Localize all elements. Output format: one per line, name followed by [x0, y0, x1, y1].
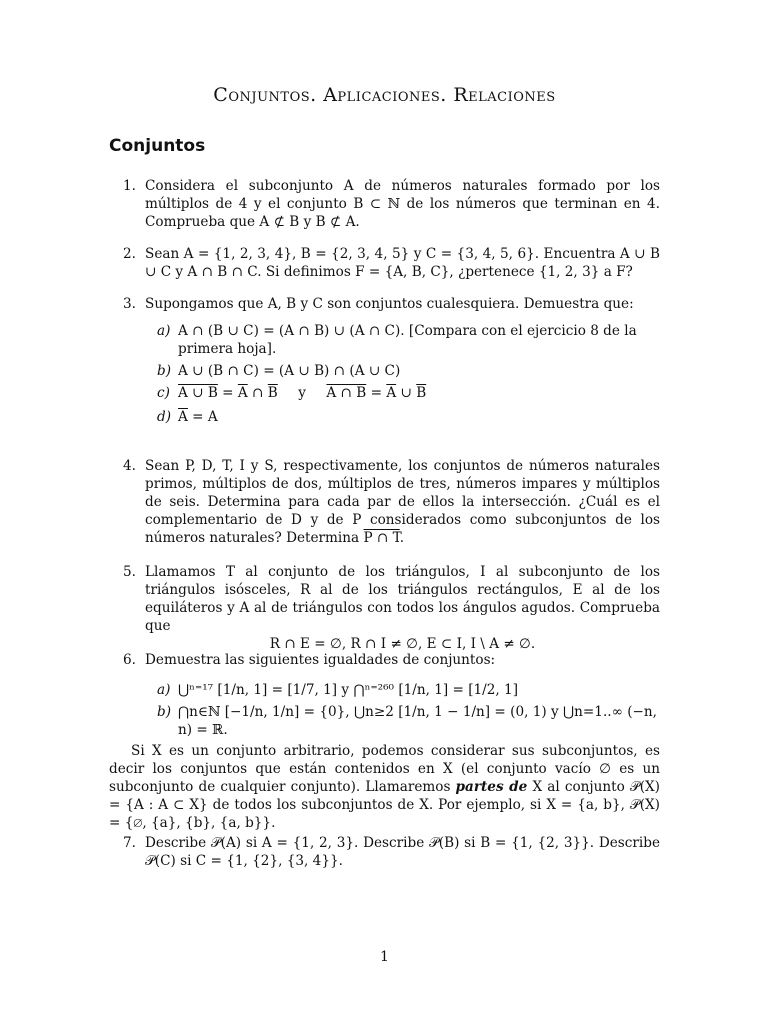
complement-a: A: [178, 409, 188, 425]
period: .: [399, 530, 405, 546]
subitem-b: [145, 703, 660, 739]
exercise-text: Considera el subconjunto A de números naturales formado por los múltiplos de 4 y el conjunto B ⊂ ℕ de los números que terminan en 4. Comprueba que A ⊄ B y B ⊄ A.: [145, 178, 660, 230]
exercise-text: Llamamos T al conjunto de los triángulos, I al subconjunto de los triángulos isósceles, R al de los triángulos rectángulos, E al de los equiláteros y A al de triángulos con todos los ángulos agudos. Comprueba que: [145, 564, 660, 634]
subitem-a: [145, 322, 660, 358]
subitem-label: d): [157, 409, 172, 425]
exercise-formula: R ∩ E = ∅, R ∩ I ≠ ∅, E ⊂ I, I \ A ≠ ∅.: [269, 636, 536, 652]
exercise-text: Supongamos que A, B y C son conjuntos cualesquiera. Demuestra que:: [145, 296, 634, 312]
exercise-text: Demuestra las siguientes igualdades de conjuntos:: [145, 652, 496, 668]
equals: =: [217, 385, 238, 401]
subitem-text: [178, 384, 660, 402]
exercise-6: [109, 651, 660, 739]
subitem-d: [145, 408, 660, 426]
subitem-label: b): [157, 704, 172, 720]
exercise-text: [145, 457, 660, 547]
paragraph-text: Si X es un conjunto arbitrario, podemos considerar sus subconjuntos, es decir los conjuntos que están contenidos en X (el conjunto vacío ∅ es un subconjunto de cualquier conjunto). Llamaremos: [109, 743, 660, 795]
subitem-label: c): [157, 385, 170, 401]
exercise-number: 6.: [123, 652, 136, 668]
complement-b: $\overline{B}$: [267, 385, 278, 401]
subitem-text: ⋂n∈ℕ [−1/n, 1/n] = {0}, ⋃n≥2 [1/n, 1 − 1/n] = (0, 1) y ⋃n=1..∞ (−n, n) = ℝ.: [178, 704, 658, 738]
page-number: 1: [380, 949, 389, 965]
definition-paragraph: [109, 742, 660, 832]
complement-a: $\overline{A}$: [386, 385, 397, 401]
exercise-1: [109, 177, 660, 231]
exercise-body: Sean P, D, T, I y S, respectivamente, los conjuntos de números naturales primos, múltiplos de dos, múltiplos de tres, números impares y múltiplos de seis. Determina para cada par de ellos la intersección. ¿Cuál es el complementario de D y de P considerados como subconjuntos de los números naturales? Determina: [145, 458, 660, 546]
subitem-text: A ∩ (B ∪ C) = (A ∩ B) ∪ (A ∩ C). [Compara con el ejercicio 8 de la primera hoja].: [178, 323, 637, 357]
exercise-7: [109, 834, 660, 870]
paragraph-text: X al conjunto 𝒫(X) = {A : A ⊂ X} de todos los subconjuntos de X. Por ejemplo, si X = {a, b}, 𝒫(X) = {∅, {a}, {b}, {a, b}}.: [109, 779, 660, 831]
operator: ∩: [247, 385, 268, 401]
subitem-text: ⋃ⁿ⁼¹⁷ [1/n, 1] = [1/7, 1] y ⋂ⁿ⁼²⁶⁰ [1/n, 1] = [1/2, 1]: [178, 682, 519, 698]
complement-b: $\overline{B}$: [416, 385, 427, 401]
emphasized-term: partes de: [455, 779, 528, 795]
exercise-text: Sean A = {1, 2, 3, 4}, B = {2, 3, 4, 5} y C = {3, 4, 5, 6}. Encuentra A ∪ B ∪ C y A ∩ B ∩ C. Si definimos F = {A, B, C}, ¿pertenece {1, 2, 3} a F?: [145, 246, 660, 280]
subitem-label: a): [157, 682, 171, 698]
exercise-number: 1.: [123, 178, 136, 194]
document-title: Conjuntos. Aplicaciones. Relaciones: [213, 84, 556, 106]
complement-a: $\overline{A}$: [237, 385, 248, 401]
operator: ∪: [396, 385, 417, 401]
exercise-number: 2.: [123, 246, 136, 262]
subitem-c: [145, 384, 660, 402]
exercise-number: 4.: [123, 458, 136, 474]
complement-union: A ∪ B: [178, 385, 218, 401]
subitem-label: b): [157, 363, 172, 379]
subitem-b: [145, 362, 660, 380]
subitem-label: a): [157, 323, 171, 339]
exercise-text: Describe 𝒫(A) si A = {1, 2, 3}. Describe 𝒫(B) si B = {1, {2, 3}}. Describe 𝒫(C) si C = {1, {2}, {3, 4}}.: [145, 835, 660, 869]
conjunction: y: [298, 385, 306, 401]
complement-intersection: A ∩ B: [326, 385, 367, 401]
exercise-2: [109, 245, 660, 281]
equals: =: [366, 385, 387, 401]
exercise-5: [109, 563, 660, 653]
complement-expression: P ∩ T: [363, 530, 400, 546]
section-heading: Conjuntos: [109, 136, 206, 156]
subitem-text: A ∪ (B ∩ C) = (A ∪ B) ∩ (A ∪ C): [178, 363, 401, 379]
exercise-number: 3.: [123, 296, 136, 312]
exercise-number: 7.: [123, 835, 136, 851]
exercise-number: 5.: [123, 564, 136, 580]
double-complement: [178, 409, 188, 425]
exercise-4: [109, 457, 660, 547]
exercise-3: [109, 295, 660, 426]
equality: = A: [187, 409, 218, 425]
subitem-text: [178, 408, 660, 426]
subitem-a: [145, 681, 660, 699]
